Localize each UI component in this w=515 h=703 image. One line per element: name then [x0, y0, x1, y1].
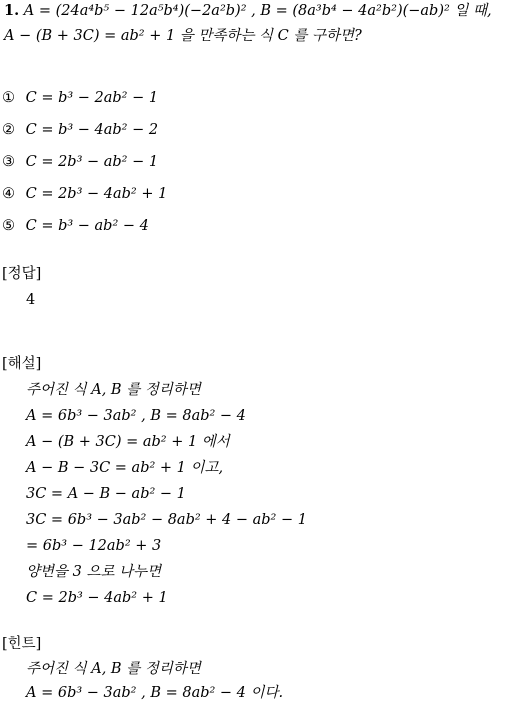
- choice-2[interactable]: [2, 121, 158, 139]
- choice-marker: ④: [2, 186, 15, 202]
- explanation-line: 3C = 6b³ − 3ab² − 8ab² + 4 − ab² − 1: [26, 512, 307, 528]
- hint-heading: [힌트]: [2, 636, 42, 652]
- question-line-1: [4, 2, 492, 20]
- explanation-line: 양변을 3 으로 나누면: [26, 564, 162, 580]
- choice-text: C = 2b³ − 4ab² + 1: [25, 186, 168, 202]
- choice-text: C = b³ − 2ab² − 1: [25, 90, 159, 106]
- choice-3[interactable]: [2, 153, 158, 171]
- choice-1[interactable]: [2, 89, 158, 107]
- explanation-line: A = 6b³ − 3ab² , B = 8ab² − 4: [26, 408, 246, 424]
- explanation-line: A − B − 3C = ab² + 1 이고,: [26, 460, 224, 476]
- answer-value: 4: [26, 292, 36, 308]
- question-number: 1.: [4, 2, 20, 19]
- choice-marker: ⑤: [2, 218, 15, 234]
- choice-marker: ①: [2, 90, 15, 106]
- explanation-heading: [해설]: [2, 356, 42, 372]
- explanation-line: A − (B + 3C) = ab² + 1 에서: [26, 434, 230, 450]
- choice-4[interactable]: [2, 185, 167, 203]
- explanation-line: = 6b³ − 12ab² + 3: [26, 538, 162, 554]
- choice-text: C = b³ − 4ab² − 2: [25, 122, 159, 138]
- hint-line: 주어진 식 A, B 를 정리하면: [26, 661, 201, 677]
- explanation-line: C = 2b³ − 4ab² + 1: [26, 590, 168, 606]
- choice-text: C = 2b³ − ab² − 1: [25, 154, 159, 170]
- explanation-line: 주어진 식 A, B 를 정리하면: [26, 382, 201, 398]
- answer-heading: [정답]: [2, 266, 42, 282]
- hint-line: A = 6b³ − 3ab² , B = 8ab² − 4 이다.: [26, 685, 284, 701]
- choice-5[interactable]: [2, 217, 149, 235]
- question-text-2: A − (B + 3C) = ab² + 1 을 만족하는 식 C 를 구하면?: [4, 28, 362, 44]
- question-text-1: A = (24a⁴b⁵ − 12a⁵b⁴)(−2a²b)² , B = (8a³b⁴ − 4a²b²)(−ab)² 일 때,: [23, 3, 492, 19]
- choice-marker: ③: [2, 154, 15, 170]
- choice-text: C = b³ − ab² − 4: [25, 218, 149, 234]
- explanation-line: 3C = A − B − ab² − 1: [26, 486, 186, 502]
- choice-marker: ②: [2, 122, 15, 138]
